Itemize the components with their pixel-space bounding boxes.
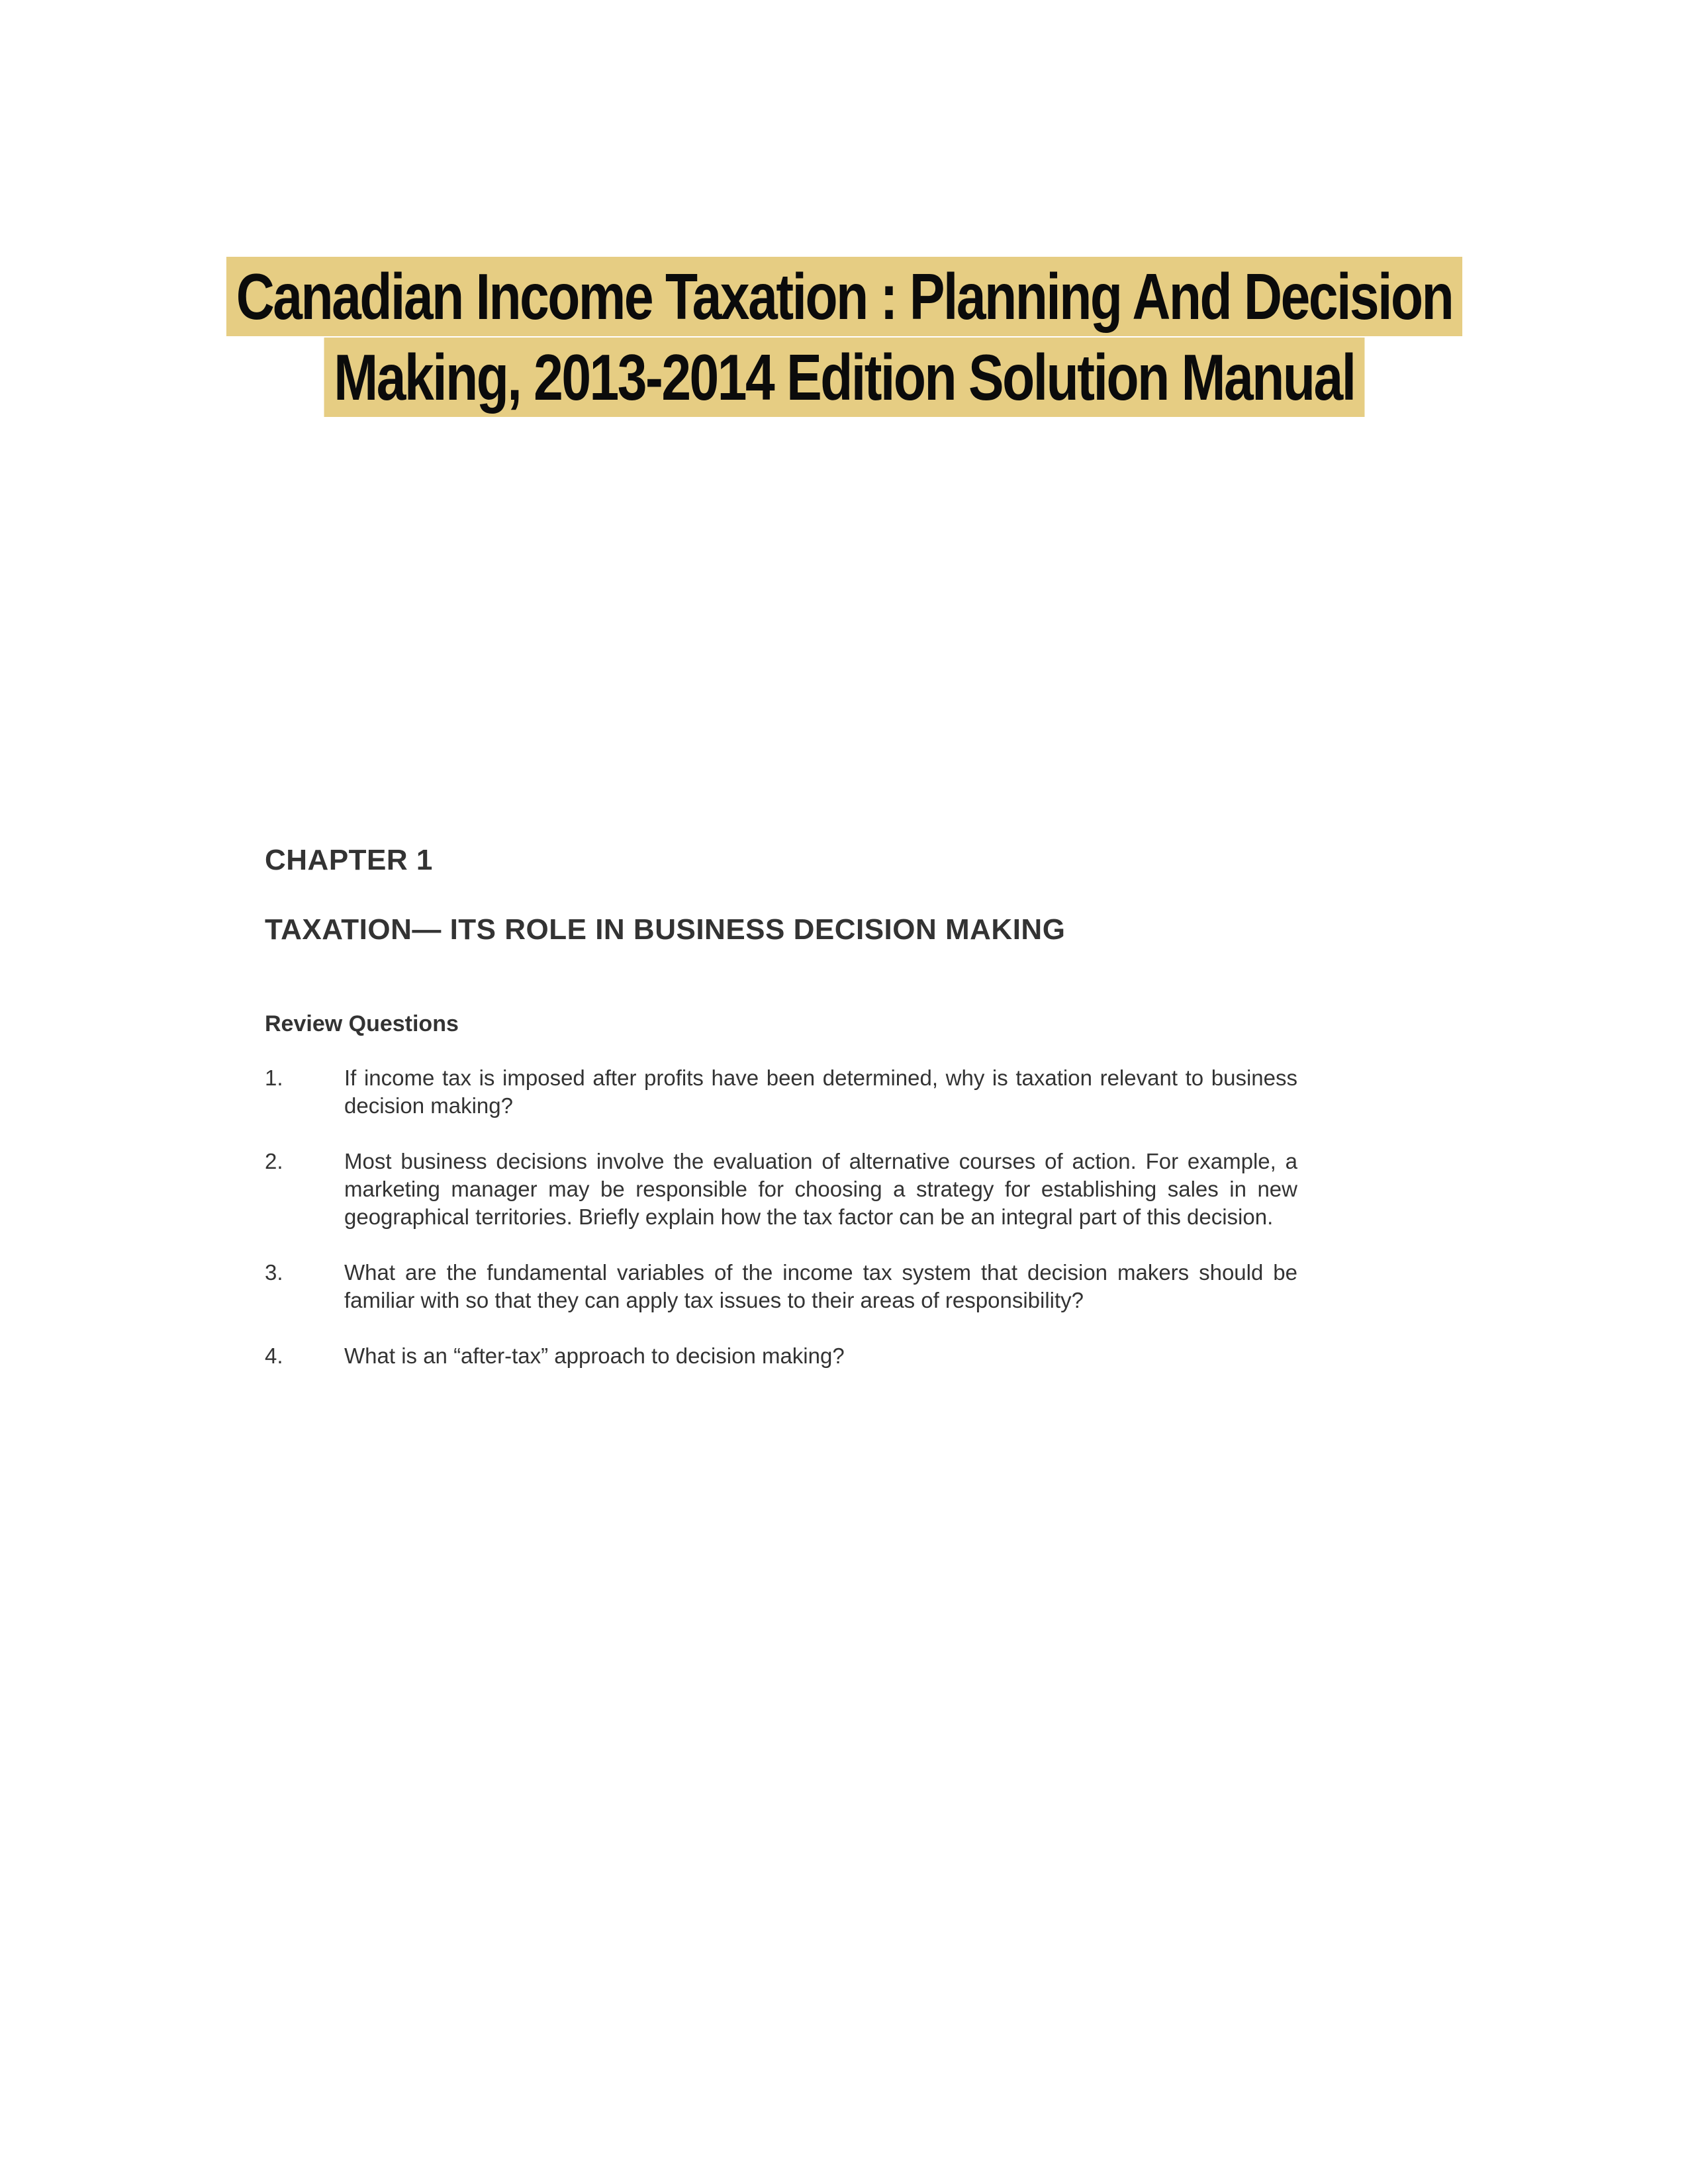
question-number: 4. bbox=[265, 1343, 283, 1368]
list-item bbox=[265, 1342, 1297, 1370]
review-questions-list bbox=[265, 1064, 1297, 1398]
list-item bbox=[265, 1259, 1297, 1314]
title-line-1: Canadian Income Taxation : Planning And Decision bbox=[226, 257, 1462, 336]
question-number: 2. bbox=[265, 1149, 283, 1173]
question-number: 1. bbox=[265, 1066, 283, 1090]
question-text: If income tax is imposed after profits have been determined, why is taxation relevant to business decision making? bbox=[344, 1066, 1297, 1118]
chapter-number: CHAPTER 1 bbox=[265, 844, 433, 876]
list-item bbox=[265, 1064, 1297, 1120]
review-questions-heading: Review Questions bbox=[265, 1011, 459, 1036]
question-text: What is an “after-tax” approach to decision making? bbox=[344, 1343, 845, 1368]
question-text: What are the fundamental variables of the income tax system that decision makers should be familiar with so that they can apply tax issues to their areas of responsibility? bbox=[344, 1260, 1297, 1312]
chapter-title: TAXATION— ITS ROLE IN BUSINESS DECISION MAKING bbox=[265, 913, 1066, 946]
title-line-2: Making, 2013-2014 Edition Solution Manual bbox=[324, 338, 1364, 417]
document-title bbox=[0, 257, 1688, 418]
list-item bbox=[265, 1148, 1297, 1231]
question-text: Most business decisions involve the evaluation of alternative courses of action. For example, a marketing manager may be responsible for choosing a strategy for establishing sales in new geographical territories. Briefly explain how the tax factor can be an integral part of this decision. bbox=[344, 1149, 1297, 1229]
question-number: 3. bbox=[265, 1260, 283, 1285]
